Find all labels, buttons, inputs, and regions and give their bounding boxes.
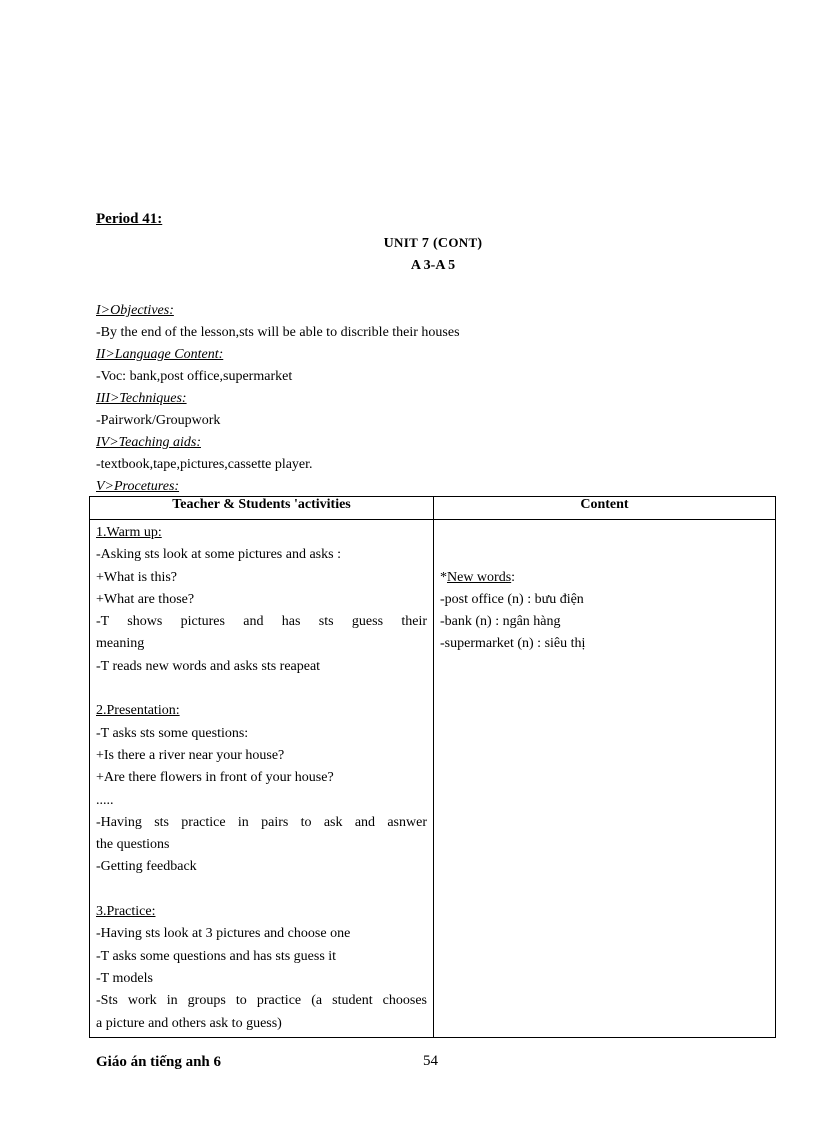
procedures-heading: V>Procetures: [96, 479, 180, 494]
activities-cell [90, 520, 434, 1038]
techniques-text: -Pairwork/Groupwork [96, 413, 221, 428]
list-item: meaning [96, 636, 145, 652]
list-item: +What are those? [96, 591, 195, 607]
content-cell [434, 520, 776, 1038]
teaching-aids-text: -textbook,tape,pictures,cassette player. [96, 457, 313, 472]
list-item: -Getting feedback [96, 859, 197, 875]
table-row [90, 520, 776, 1038]
techniques-heading: III>Techniques: [96, 391, 187, 406]
list-item: -Sts work in groups to practice (a student chooses [96, 993, 427, 1009]
presentation-heading: 2.Presentation: [96, 703, 180, 719]
objectives-text: -By the end of the lesson,sts will be able to discrible their houses [96, 325, 460, 340]
list-item: a picture and others ask to guess) [96, 1015, 282, 1031]
language-content-text: -Voc: bank,post office,supermarket [96, 369, 293, 384]
objectives-heading: I>Objectives: [96, 303, 174, 318]
period-title: Period 41: [96, 211, 163, 227]
list-item: ..... [96, 792, 114, 808]
list-item: -Having sts look at 3 pictures and choose one [96, 926, 351, 942]
col-activities-header: Teacher & Students 'activities [90, 497, 434, 520]
lesson-objectives [96, 300, 460, 498]
section-title: A 3-A 5 [410, 258, 456, 273]
teaching-aids-heading: IV>Teaching aids: [96, 435, 201, 450]
footer-title: Giáo án tiếng anh 6 [96, 1054, 222, 1070]
table-header-row [90, 497, 776, 520]
list-item: -T asks some questions and has sts guess it [96, 948, 337, 964]
list-item: -T reads new words and asks sts reapeat [96, 658, 321, 674]
list-item: -Having sts practice in pairs to ask and asnwer [96, 814, 427, 830]
list-item: -T shows pictures and has sts guess their [96, 614, 427, 630]
practice-heading: 3.Practice: [96, 904, 156, 920]
list-item: +Are there flowers in front of your house? [96, 770, 334, 786]
list-item: -bank (n) : ngân hàng [440, 614, 561, 630]
list-item: the questions [96, 837, 170, 853]
list-item: -post office (n) : bưu điện [440, 591, 584, 607]
list-item: +Is there a river near your house? [96, 747, 285, 763]
list-item: -T models [96, 970, 153, 986]
list-item: -supermarket (n) : siêu thị [440, 636, 586, 652]
lesson-table [89, 496, 776, 1038]
list-item: +What is this? [96, 569, 177, 585]
new-words-heading: *New words: [440, 569, 516, 585]
list-item: -Asking sts look at some pictures and asks : [96, 547, 341, 563]
warm-up-heading: 1.Warm up: [96, 525, 162, 540]
col-content-header: Content [434, 497, 776, 520]
page-number: 54 [423, 1053, 438, 1069]
language-content-heading: II>Language Content: [96, 347, 224, 362]
list-item: -T asks sts some questions: [96, 725, 249, 741]
unit-title: UNIT 7 (CONT) [383, 235, 483, 251]
